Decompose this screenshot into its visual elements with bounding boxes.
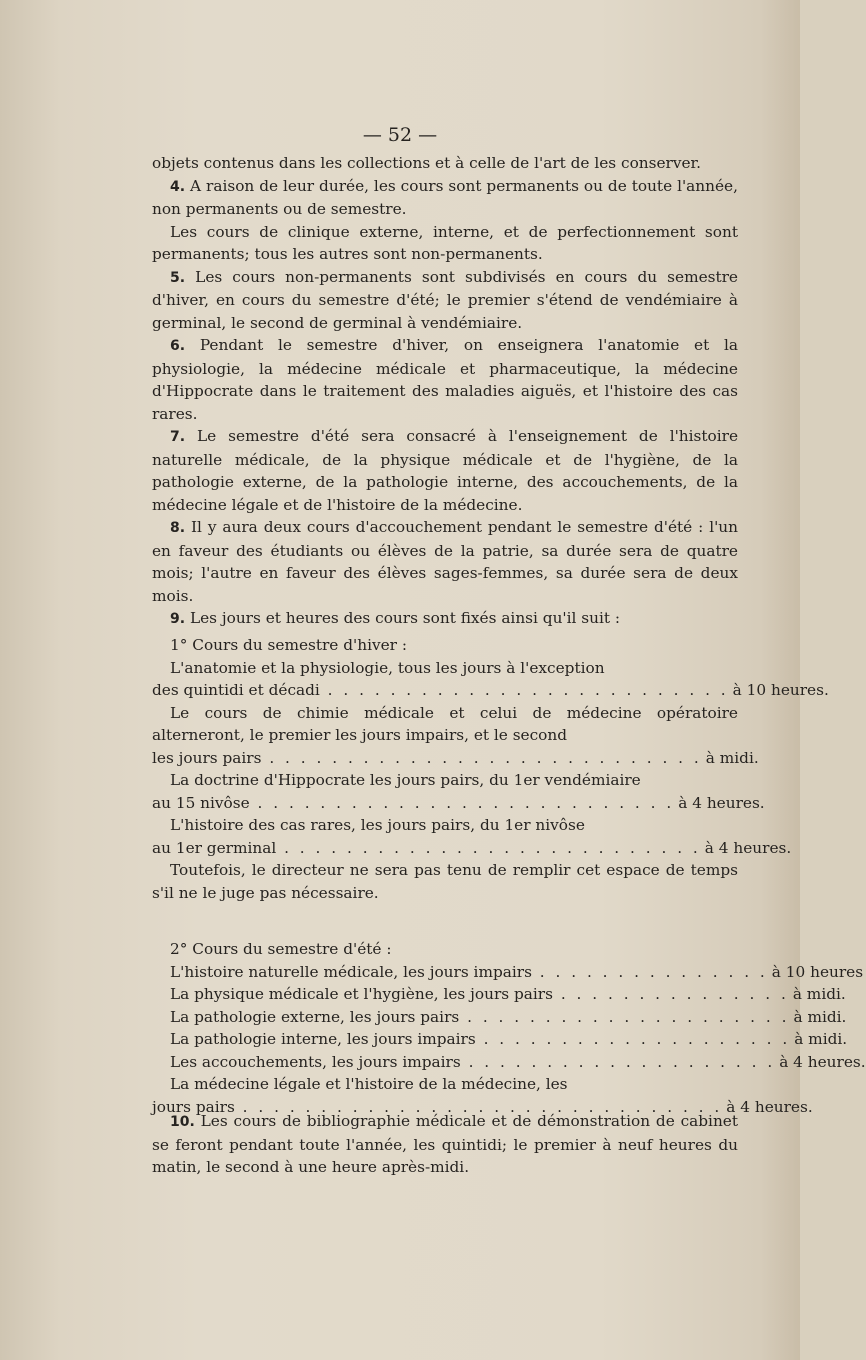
paragraph-intro: objets contenus dans les collections et à celle de l'art de les conserver. — [152, 154, 702, 172]
article-text: A raison de leur durée, les cours sont permanents ou de toute l'année, non permanents ou de semestre. — [152, 176, 738, 218]
item-time: à midi. — [792, 985, 846, 1003]
article-text: Le semestre d'été sera consacré à l'enseignement de l'histoire naturelle médicale, de la physique médicale et de l'hygiène, de la pathologie externe, de la pathologie interne, des accouchements, de la médecine légale et de l'histoire de la médecine. — [152, 427, 738, 514]
item-text: La pathologie interne, les jours impairs — [170, 1030, 476, 1048]
article-number: 5. — [170, 269, 186, 286]
article-7 — [152, 425, 738, 516]
schedule-item: La pathologie externe, les jours pairs . . . . . . . . . . . . . . . . . . . . . à midi. — [152, 1006, 738, 1029]
item-text: Les accouchements, les jours impairs — [170, 1052, 461, 1071]
item-time: à midi. — [793, 1007, 847, 1026]
article-4b: Les cours de clinique externe, interne, et de perfectionnement sont permanents; tous les autres sont non-permanents. — [152, 222, 738, 263]
winter-schedule — [152, 634, 829, 904]
item-text: jours pairs — [152, 1097, 235, 1116]
schedule-item: Le cours de chimie médicale et celui de médecine opératoire alterneront, le premier les jours impairs, et le second les jours pairs . . . . . . . . . . . . . . . . . . . . . . . . . . . . à midi. — [152, 702, 738, 770]
item-text: L'histoire naturelle médicale, les jours impairs — [170, 962, 532, 981]
schedule-item: La physique médicale et l'hygiène, les jours pairs . . . . . . . . . . . . . . . à midi. — [152, 983, 738, 1006]
item-lead: La doctrine d'Hippocrate les jours pairs, du 1er vendémiaire — [170, 771, 641, 789]
item-lead: Le cours de chimie médicale et celui de médecine opératoire alterneront, le premier les jours impairs, et le second — [152, 703, 738, 744]
schedule-item: La doctrine d'Hippocrate les jours pairs, du 1er vendémiaire au 15 nivôse . . . . . . . . . . . . . . . . . . . . . . . . . . . à 4 heures. — [152, 769, 738, 814]
main-text — [152, 152, 738, 631]
article-number: 7. — [170, 429, 186, 445]
article-9 — [152, 607, 738, 631]
winter-note: Toutefois, le directeur ne sera pas tenu de remplir cet espace de temps s'il ne le juge pas nécessaire. — [152, 861, 738, 902]
summer-schedule — [152, 938, 866, 1118]
article-4 — [152, 175, 738, 221]
item-text: La pathologie externe, les jours pairs — [170, 1007, 460, 1026]
schedule-item: L'histoire des cas rares, les jours pairs, du 1er nivôse au 1er germinal . . . . . . . . . . . . . . . . . . . . . . . . . . . à 4 heures. — [152, 814, 738, 859]
article-number: 10. — [170, 1114, 195, 1130]
item-time: à midi. — [794, 1030, 848, 1048]
article-text: Pendant le semestre d'hiver, on enseignera l'anatomie et la physiologie, la médecine médicale et pharmaceutique, la médecine d'Hippocrate dans le traitement des maladies aiguës, et l'histoire des cas rares. — [152, 336, 738, 423]
article-text: Les cours non-permanents sont subdivisés en cours du semestre d'hiver, en cours du semestre d'été; le premier s'étend de vendémiaire à germinal, le second de germinal à vendémiaire. — [152, 267, 738, 332]
article-6 — [152, 334, 738, 425]
item-lead: L'histoire des cas rares, les jours pairs, du 1er nivôse — [170, 816, 585, 834]
item-time: à 10 heures. — [732, 681, 829, 699]
item-text: des quintidi et décadi — [152, 681, 320, 699]
article-10 — [152, 1110, 738, 1179]
article-8 — [152, 516, 738, 607]
item-text: les jours pairs — [152, 748, 262, 767]
schedule-item: L'anatomie et la physiologie, tous les jours à l'exception des quintidi et décadi . . . . . . . . . . . . . . . . . . . . . . . . . . à 10 heures. — [152, 657, 738, 702]
page-number: — 52 — — [362, 124, 438, 146]
item-time: à 4 heures. — [704, 838, 792, 857]
article-number: 4. — [170, 178, 186, 195]
article-number: 8. — [170, 520, 186, 536]
schedule-item: La pathologie interne, les jours impairs . . . . . . . . . . . . . . . . . . . . à midi. — [152, 1028, 738, 1051]
item-lead: La médecine légale et l'histoire de la médecine, les — [170, 1075, 568, 1093]
summer-heading: 2° Cours du semestre d'été : — [170, 940, 392, 958]
schedule-item: Les accouchements, les jours impairs . . . . . . . . . . . . . . . . . . . . à 4 heures. — [152, 1051, 738, 1074]
item-time: à 4 heures. — [726, 1097, 813, 1116]
item-text: au 15 nivôse — [152, 793, 250, 812]
item-lead: L'anatomie et la physiologie, tous les jours à l'exception — [170, 658, 605, 677]
schedule-item: L'histoire naturelle médicale, les jours impairs . . . . . . . . . . . . . . . à 10 heures — [152, 961, 738, 984]
article-5 — [152, 266, 738, 335]
item-time: à 4 heures. — [678, 793, 765, 812]
item-time: à 10 heures — [771, 962, 864, 981]
article-10-block — [152, 1110, 738, 1179]
item-time: à midi. — [705, 748, 759, 767]
article-number: 9. — [170, 611, 186, 627]
schedule-item: La médecine légale et l'histoire de la médecine, les jours pairs . . . . . . . . . . . . . . . . . . . . . . . . . . . . . . . à 4 heures. — [152, 1073, 738, 1118]
item-time: à 4 heures. — [779, 1052, 866, 1071]
item-text: au 1er germinal — [152, 838, 277, 857]
article-text: Les jours et heures des cours sont fixés ainsi qu'il suit : — [189, 609, 621, 627]
article-number: 6. — [170, 338, 186, 354]
article-text: Les cours de bibliographie médicale et de démonstration de cabinet se feront pendant toute l'année, les quintidi; le premier à neuf heures du matin, le second à une heure après-midi. — [152, 1112, 738, 1176]
article-text: Il y aura deux cours d'accouchement pendant le semestre d'été : l'un en faveur des étudiants ou élèves de la patrie, sa durée sera de quatre mois; l'autre en faveur des élèves sages-femmes, sa durée sera de deux mois. — [152, 518, 738, 605]
item-text: La physique médicale et l'hygiène, les jours pairs — [170, 985, 553, 1003]
winter-heading: 1° Cours du semestre d'hiver : — [170, 636, 407, 654]
